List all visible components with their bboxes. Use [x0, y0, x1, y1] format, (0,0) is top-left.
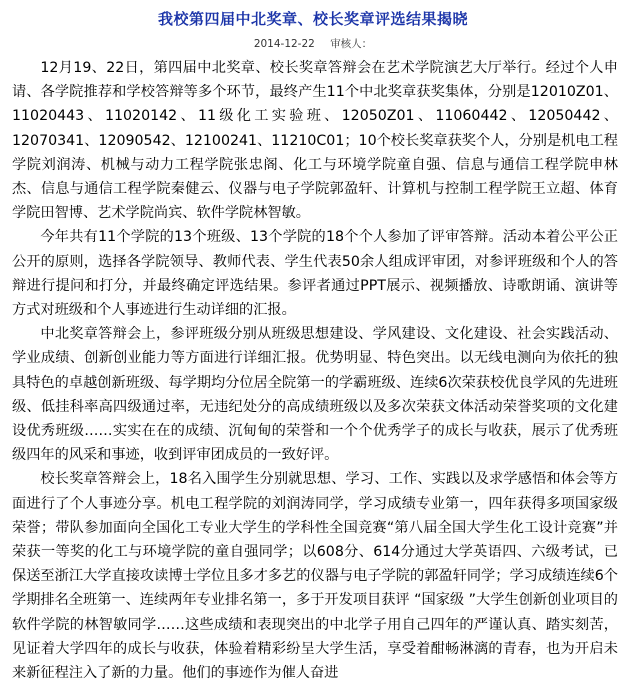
- paragraph-class-defense: 中北奖章答辩会上，参评班级分别从班级思想建设、学风建设、文化建设、社会实践活动、学业成绩、创新创业能力等方面进行详细汇报。优势明显、特色突出。以无线电测向为依托的独具特色的卓越创新班级、每学期均分位居全院第一的学霸班级、连续6次荣获校优良学风的先进班级、低挂科率高四级通过率，无违纪处分的高成绩班级以及多次荣获文体活动荣誉奖项的文化建设优秀班级……实实在在的成绩、沉甸甸的荣誉和一个个优秀学子的成长与收获，展示了优秀班级四年的风采和事迹，收到评审团成员的一致好评。: [12, 326, 618, 464]
- article-meta: [0, 36, 626, 51]
- article-title: 我校第四届中北奖章、校长奖章评选结果揭晓: [157, 10, 468, 28]
- publish-date: 2014-12-22: [253, 38, 315, 50]
- paragraph-individual-defense: 校长奖章答辩会上，18名入围学生分别就思想、学习、工作、实践以及求学感悟和体会等方面进行了个人事迹分享。机电工程学院的刘润涛同学，学习成绩专业第一，四年获得多项国家级荣誉；带队参加面向全国化工专业大学生的学科性全国竞赛“第八届全国大学生化工设计竞赛”并荣获一等奖的化工与环境学院的童自强同学；以608分、614分通过大学英语四、六级考试，已保送至浙江大学直接攻读博士学位且多才多艺的仪器与电子学院的郭盈轩同学；学习成绩连续6个学期排名全班第一、连续两年专业排名第一，多于开发项目获评 “国家级 ”大学生创新创业项目的软件学院的林智敏同学……这些成绩和表现突出的中北学子用自己四年的严谨认真、踏实刻苦，见证着大学四年的成长与收获，体验着精彩纷呈大学生活，享受着酣畅淋漓的青春，也为开启未来新征程注入了新的力量。他们的事迹作为催人奋进: [12, 471, 618, 682]
- reviewer-label: 审核人：: [330, 38, 373, 50]
- paragraph-results: 12月19、22日，第四届中北奖章、校长奖章答辩会在艺术学院演艺大厅举行。经过个人申请、各学院推荐和学校答辩等多个环节，最终产生11个中北奖章获奖集体，分别是12010Z01、11020443、11020142、11级化工实验班、12050Z01、11060442、12050442、12070341、12090542、12100241、11210C01；10个校长奖章获奖个人，分别是机电工程学院刘润涛、机械与动力工程学院张忠阁、化工与环境学院童自强、信息与通信工程学院申林杰、信息与通信工程学院秦健云、仪器与电子学院郭盈轩、计算机与控制工程学院王立超、体育学院田智博、艺术学院尚宾、软件学院林智敏。: [12, 60, 618, 222]
- paragraph-participants: 今年共有11个学院的13个班级、13个学院的18个个人参加了评审答辩。活动本着公平公正公开的原则，选择各学院领导、教师代表、学生代表50余人组成评审团，对参评班级和个人的答辩进行提问和打分，并最终确定评选结果。参评者通过PPT展示、视频播放、诗歌朗诵、演讲等方式对班级和个人事迹进行生动详细的汇报。: [12, 229, 618, 319]
- article-body: [12, 56, 618, 685]
